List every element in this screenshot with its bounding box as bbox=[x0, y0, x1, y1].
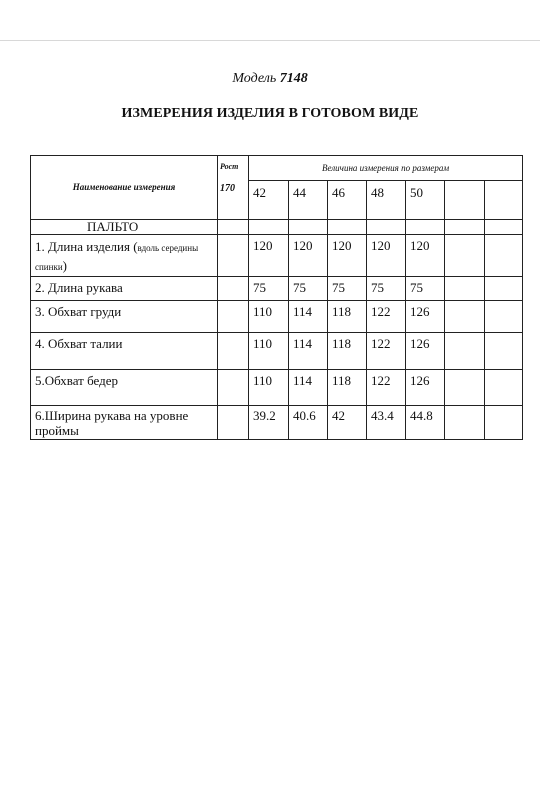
value-cell: 75 bbox=[406, 277, 445, 301]
header-measurement-name: Наименование измерения bbox=[31, 156, 218, 220]
table-row bbox=[31, 370, 523, 406]
value-cell bbox=[445, 370, 485, 406]
empty-cell bbox=[289, 220, 328, 235]
value-cell: 118 bbox=[328, 333, 367, 370]
value-cell: 114 bbox=[289, 333, 328, 370]
table-row bbox=[31, 235, 523, 277]
model-number: 7148 bbox=[279, 71, 308, 86]
size-cell: 48 bbox=[367, 181, 406, 220]
value-cell: 39.2 bbox=[249, 406, 289, 440]
rost-value: 170 bbox=[220, 183, 235, 194]
value-cell bbox=[485, 333, 523, 370]
value-cell: 40.6 bbox=[289, 406, 328, 440]
value-cell: 120 bbox=[328, 235, 367, 277]
value-cell bbox=[445, 406, 485, 440]
value-cell: 44.8 bbox=[406, 406, 445, 440]
value-cell: 126 bbox=[406, 333, 445, 370]
table-row bbox=[31, 277, 523, 301]
value-cell bbox=[445, 333, 485, 370]
value-cell: 120 bbox=[289, 235, 328, 277]
size-cell: 44 bbox=[289, 181, 328, 220]
size-cell: 42 bbox=[249, 181, 289, 220]
size-cell bbox=[445, 181, 485, 220]
rost-cell bbox=[218, 406, 249, 440]
value-cell: 75 bbox=[289, 277, 328, 301]
value-cell bbox=[485, 235, 523, 277]
measurement-name-main: 1. Длина изделия ( bbox=[35, 239, 138, 254]
value-cell bbox=[445, 277, 485, 301]
value-cell bbox=[445, 235, 485, 277]
value-cell: 122 bbox=[367, 370, 406, 406]
rost-cell bbox=[218, 333, 249, 370]
model-label: Модель bbox=[232, 71, 277, 86]
size-cell: 46 bbox=[328, 181, 367, 220]
rost-cell bbox=[218, 277, 249, 301]
empty-cell bbox=[367, 220, 406, 235]
value-cell: 120 bbox=[367, 235, 406, 277]
empty-cell bbox=[328, 220, 367, 235]
value-cell: 75 bbox=[328, 277, 367, 301]
measurement-name: 4. Обхват талии bbox=[31, 333, 218, 370]
value-cell: 120 bbox=[406, 235, 445, 277]
document-title: ИЗМЕРЕНИЯ ИЗДЕЛИЯ В ГОТОВОМ ВИДЕ bbox=[121, 106, 419, 121]
table-row bbox=[31, 333, 523, 370]
value-cell: 122 bbox=[367, 301, 406, 333]
size-cell: 50 bbox=[406, 181, 445, 220]
empty-cell bbox=[249, 220, 289, 235]
value-cell: 118 bbox=[328, 370, 367, 406]
value-cell: 75 bbox=[249, 277, 289, 301]
size-cell bbox=[485, 181, 523, 220]
header-row bbox=[31, 156, 523, 181]
rost-cell bbox=[218, 301, 249, 333]
table-row bbox=[31, 406, 523, 440]
measurement-name: 5.Обхват бедер bbox=[31, 370, 218, 406]
value-cell: 114 bbox=[289, 301, 328, 333]
measurements-table bbox=[30, 155, 523, 440]
value-cell bbox=[485, 301, 523, 333]
measurement-name: 6.Ширина рукава на уровне проймы bbox=[31, 406, 218, 440]
value-cell: 75 bbox=[367, 277, 406, 301]
value-cell: 122 bbox=[367, 333, 406, 370]
measurement-name: 2. Длина рукава bbox=[31, 277, 218, 301]
measurement-name: 3. Обхват груди bbox=[31, 301, 218, 333]
header-sizes: Величина измерения по размерам bbox=[249, 156, 523, 181]
measurement-name-note: вдоль середины спинки bbox=[35, 243, 199, 272]
top-divider bbox=[0, 40, 540, 41]
value-cell: 110 bbox=[249, 301, 289, 333]
empty-cell bbox=[485, 220, 523, 235]
empty-cell bbox=[218, 220, 249, 235]
empty-cell bbox=[406, 220, 445, 235]
value-cell: 126 bbox=[406, 301, 445, 333]
measurement-name-tail: ) bbox=[62, 258, 67, 273]
value-cell: 42 bbox=[328, 406, 367, 440]
value-cell: 120 bbox=[249, 235, 289, 277]
value-cell: 126 bbox=[406, 370, 445, 406]
value-cell: 114 bbox=[289, 370, 328, 406]
value-cell bbox=[485, 370, 523, 406]
measurement-name bbox=[31, 235, 218, 277]
section-label: ПАЛЬТО bbox=[31, 220, 218, 235]
section-row bbox=[31, 220, 523, 235]
value-cell bbox=[445, 301, 485, 333]
value-cell: 110 bbox=[249, 333, 289, 370]
table-row bbox=[31, 301, 523, 333]
header-rost bbox=[218, 156, 249, 220]
value-cell bbox=[485, 406, 523, 440]
value-cell bbox=[485, 277, 523, 301]
rost-cell bbox=[218, 370, 249, 406]
value-cell: 110 bbox=[249, 370, 289, 406]
empty-cell bbox=[445, 220, 485, 235]
header-rost-label: Рост bbox=[220, 162, 239, 171]
rost-cell bbox=[218, 235, 249, 277]
value-cell: 118 bbox=[328, 301, 367, 333]
model-line bbox=[0, 71, 540, 87]
value-cell: 43.4 bbox=[367, 406, 406, 440]
